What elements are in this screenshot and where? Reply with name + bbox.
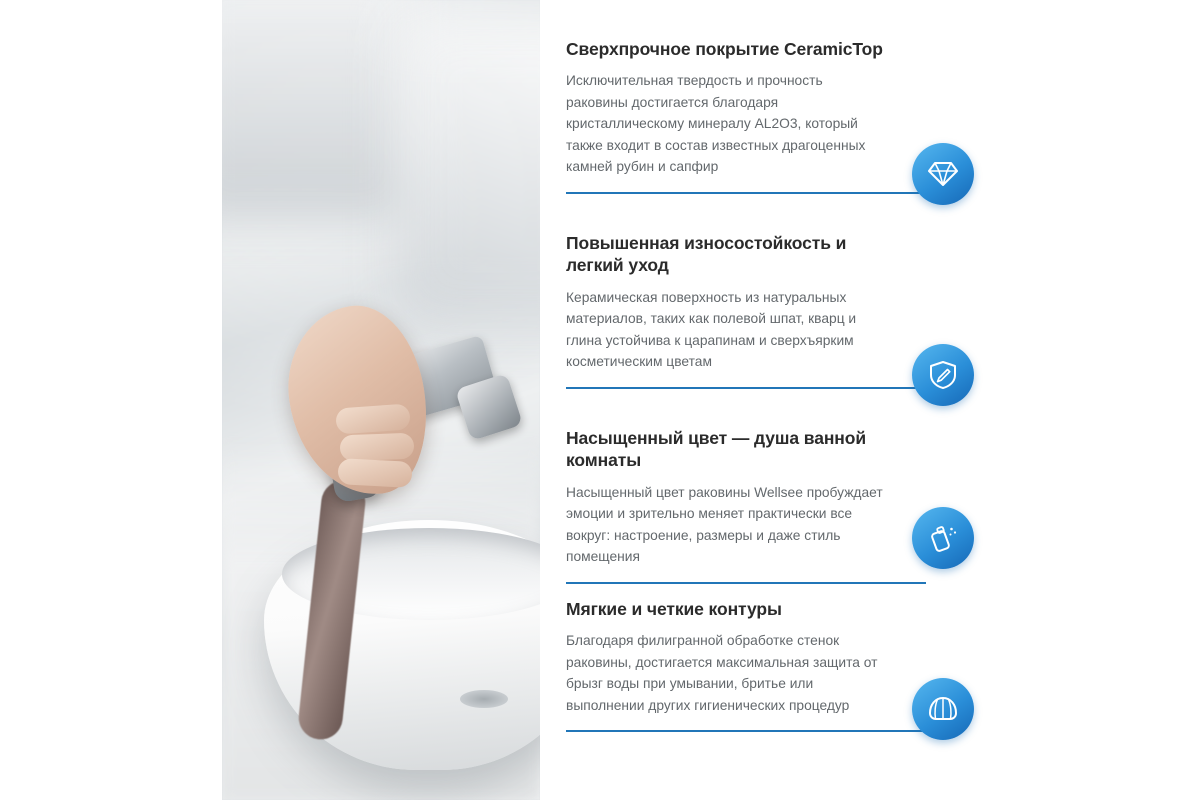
- diamond-icon: [928, 160, 958, 188]
- feature-divider: [566, 192, 926, 194]
- operator-finger: [340, 433, 415, 462]
- spray-gun: [292, 330, 540, 580]
- feature-description: Насыщенный цвет раковины Wellsee пробуждает эмоции и зрительно меняет практически все вокруг: настроение, размеры и даже стиль помещения: [566, 484, 883, 565]
- feature-item: [566, 38, 926, 194]
- operator-finger: [337, 458, 412, 488]
- feature-list: [566, 0, 986, 800]
- feature-divider: [566, 387, 926, 389]
- washbasin-drain: [460, 690, 508, 708]
- spray-can-icon: [928, 523, 958, 553]
- product-photo: [222, 0, 540, 800]
- feature-badge: [912, 507, 974, 569]
- feature-badge: [912, 678, 974, 740]
- feature-item: [566, 232, 926, 389]
- shield-pen-icon: [929, 360, 957, 390]
- feature-divider: [566, 730, 926, 732]
- operator-finger: [335, 403, 411, 434]
- feature-item: [566, 598, 926, 732]
- feature-description: Исключительная твердость и прочность раковины достигается благодаря кристаллическому минералу AL2O3, который также входит в состав известных драгоценных камней рубин и сапфир: [566, 73, 866, 175]
- feature-title: Сверхпрочное покрытие CeramicTop: [566, 39, 883, 59]
- feature-badge: [912, 143, 974, 205]
- shell-icon: [928, 695, 958, 723]
- feature-badge: [912, 344, 974, 406]
- feature-title: Насыщенный цвет — душа ванной комнаты: [566, 428, 867, 471]
- feature-description: Керамическая поверхность из натуральных материалов, таких как полевой шпат, кварц и глина устойчива к царапинам и сверхъярким косметическим цветам: [566, 289, 857, 370]
- feature-description: Благодаря филигранной обработке стенок раковины, достигается максимальная защита от брызг воды при умывании, бритье или выполнении других гигиенических процедур: [566, 633, 878, 713]
- photo-blur-shape: [222, 0, 412, 220]
- photo-blur-shape: [400, 20, 540, 320]
- feature-title: Повышенная износостойкость и легкий уход: [566, 233, 847, 276]
- feature-title: Мягкие и четкие контуры: [566, 599, 782, 619]
- feature-item: [566, 427, 926, 584]
- feature-divider: [566, 582, 926, 584]
